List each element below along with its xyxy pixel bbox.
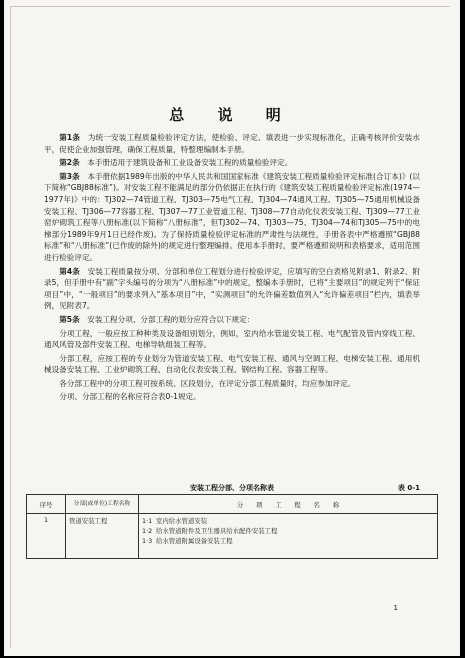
article-4 — [44, 266, 420, 312]
table-caption-text: 安装工程分部、分项名称表 — [190, 484, 274, 492]
article-text: 为统一安装工程质量检验评定方法，使检验、评定、填表进一步实现标准化，正确考核评价安装水平，促使企业加强管理，确保工程质量，特整理编制本手册。 — [44, 133, 421, 154]
item-code: 1·1 — [142, 517, 153, 525]
header-items: 分 项 工 程 名 称 — [139, 495, 438, 514]
table-number: 表 0-1 — [397, 484, 420, 492]
page-number: 1 — [393, 604, 398, 612]
item-name: 给水管道附件及卫生器具给水配件安装工程 — [156, 527, 278, 535]
list-item — [142, 526, 434, 536]
division-table — [26, 494, 438, 559]
article-text: 安装工程分项、分部工程的划分应符合以下规定： — [87, 314, 255, 324]
item-name: 给水管道附属设备安装工程 — [156, 537, 233, 545]
article-label: 第2条 — [59, 158, 80, 168]
article-text: 安装工程质量按分项、分部和单位工程划分进行检验评定，应填写的空白表格见附录1、附录2、附录5，但手册中有“副”字头编号的分项为“八册标准”中的规定，整编本手册时，已将“主要项目”的规定列于“保证项目”中，“一般项目”的要求列入“基本项目”中，“实测项目”的允许偏差数值列入“允许偏差项目”栏内，填表举例，见附表7。 — [44, 266, 420, 311]
article-paragraph: 各分部工程中的分项工程可按系统、区段划分，在评定分部工程质量时，均应参加评定。 — [59, 378, 356, 388]
header-seq: 序号 — [27, 495, 66, 514]
table-header-row — [27, 495, 438, 514]
item-name: 室内给水管道安装 — [156, 517, 208, 525]
cell-division: 管道安装工程 — [66, 514, 139, 559]
article-label: 第5条 — [59, 314, 80, 324]
article-body — [44, 132, 420, 405]
article-1 — [44, 132, 420, 155]
table-row — [27, 514, 438, 559]
page-title: 总 说 明 — [169, 106, 295, 124]
article-text: 本手册适用于建筑设备和工业设备安装工程的质量检验评定。 — [87, 158, 293, 168]
list-item — [142, 516, 434, 526]
article-paragraph: 分项、分部工程的名称应符合表0-1规定。 — [59, 392, 201, 402]
article-paragraph: 分部工程，应按工程的专业划分为管道安装工程、电气安装工程、通风与空调工程、电梯安装工程、通用机械设备安装工程、工业炉砌筑工程、自动化仪表安装工程、钢结构工程、容器工程等。 — [44, 353, 420, 375]
table-caption — [26, 482, 438, 494]
item-code: 1·3 — [142, 537, 153, 545]
cell-seq: 1 — [27, 514, 66, 559]
article-5 — [44, 314, 420, 326]
article-label: 第3条 — [59, 171, 80, 181]
division-table-section — [26, 482, 438, 559]
article-3 — [44, 171, 420, 264]
article-paragraph: 分项工程，一般应按工种种类及设备组别划分，例如，室内给水管道安装工程、电气配管及管内穿线工程、通风风管及部件安装工程、电梯导轨组装工程等。 — [44, 328, 420, 350]
cell-items — [139, 514, 438, 559]
article-text: 本手册依据1989年出版的中华人民共和国国家标准《建筑安装工程质量检验评定标准(合订本)》(以下简称“GBJ88标准”)。对安装工程不能满足的部分仍依据正在执行的《建筑安装工程质量检验评定标准(1974—1977年)》中的：TJ302—74管道工程、TJ303—75电气工程、TJ304—74通风工程、TJ305—75通用机械设备安装工程、TJ306—77容器工程、TJ307—77工业管道工程、TJ308—77自动化仪表安装工程、TJ309—77工业窑炉砌筑工程等八册标准(以下简称“八册标准”，但TJ302—74、TJ303—75、TJ304—74和TJ305—75中的电梯部分1989年9月1日已经作废)。为了保持质量检验评定标准的严肃性与法规性，手册各表中严格遵照“GBJ88标准”和“八册标准”(已作废的除外)的规定进行整理编排。使用本手册时，要严格遵照说明和表格要求，适用范围进行检验评定。 — [44, 171, 421, 262]
item-code: 1·2 — [142, 527, 153, 535]
list-item — [142, 536, 434, 546]
header-division: 分部(或单位)工程名称 — [66, 495, 139, 514]
document-page — [4, 0, 460, 656]
article-label: 第1条 — [59, 133, 81, 142]
article-label: 第4条 — [59, 266, 80, 276]
article-2 — [44, 157, 420, 169]
